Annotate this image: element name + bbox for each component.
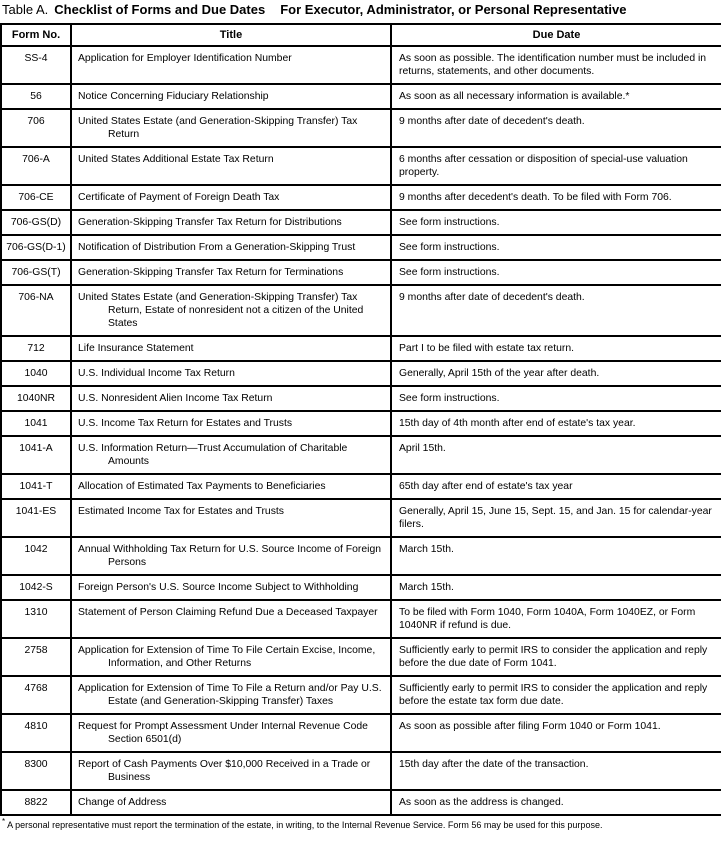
table-title: Checklist of Forms and Due Dates (54, 2, 266, 17)
table-row (1, 499, 721, 537)
form-number-cell: 56 (1, 84, 71, 109)
due-date-cell: See form instructions. (391, 260, 721, 285)
due-date-cell: March 15th. (391, 575, 721, 600)
form-number-cell: 1041-T (1, 474, 71, 499)
header-title: Title (71, 24, 391, 46)
due-date-cell: To be filed with Form 1040, Form 1040A, Form 1040EZ, or Form 1040NR if refund is due. (391, 600, 721, 638)
form-number-cell: 1040 (1, 361, 71, 386)
header-row (1, 24, 721, 46)
table-row (1, 436, 721, 474)
table-row (1, 210, 721, 235)
form-title-cell: U.S. Information Return—Trust Accumulation of Charitable Amounts (71, 436, 391, 474)
form-number-cell: 8300 (1, 752, 71, 790)
due-date-cell: 6 months after cessation or disposition of special-use valuation property. (391, 147, 721, 185)
due-date-cell: 9 months after date of decedent's death. (391, 285, 721, 336)
footnote-text: A personal representative must report the termination of the estate, in writing, to the Internal Revenue Service. Form 56 may be used for this purpose. (7, 820, 603, 830)
due-date-cell: April 15th. (391, 436, 721, 474)
due-date-cell: March 15th. (391, 537, 721, 575)
form-title-cell: Request for Prompt Assessment Under Internal Revenue Code Section 6501(d) (71, 714, 391, 752)
due-date-cell: As soon as possible. The identification number must be included in returns, statements, and other documents. (391, 46, 721, 84)
table-row (1, 411, 721, 436)
form-number-cell: 1041 (1, 411, 71, 436)
due-date-cell: Part I to be filed with estate tax return. (391, 336, 721, 361)
form-number-cell: 706-A (1, 147, 71, 185)
table-row (1, 84, 721, 109)
header-due-date: Due Date (391, 24, 721, 46)
due-date-cell: Sufficiently early to permit IRS to consider the application and reply before the estate tax form due date. (391, 676, 721, 714)
due-date-cell: 15th day after the date of the transaction. (391, 752, 721, 790)
table-row (1, 361, 721, 386)
form-title-cell: U.S. Income Tax Return for Estates and Trusts (71, 411, 391, 436)
header-form-no: Form No. (1, 24, 71, 46)
table-row (1, 147, 721, 185)
table-row (1, 474, 721, 499)
table-row (1, 285, 721, 336)
form-title-cell: Allocation of Estimated Tax Payments to Beneficiaries (71, 474, 391, 499)
table-body (1, 46, 721, 815)
due-date-cell: As soon as the address is changed. (391, 790, 721, 815)
form-number-cell: 1042-S (1, 575, 71, 600)
form-title-cell: Report of Cash Payments Over $10,000 Received in a Trade or Business (71, 752, 391, 790)
form-number-cell: 1042 (1, 537, 71, 575)
form-title-cell: Application for Extension of Time To File Certain Excise, Income, Information, and Other Returns (71, 638, 391, 676)
form-number-cell: SS-4 (1, 46, 71, 84)
table-row (1, 676, 721, 714)
form-number-cell: 706-CE (1, 185, 71, 210)
footnote-marker: * (2, 817, 6, 826)
table-row (1, 575, 721, 600)
form-number-cell: 4810 (1, 714, 71, 752)
table-row (1, 386, 721, 411)
due-date-cell: Sufficiently early to permit IRS to consider the application and reply before the due date of Form 1041. (391, 638, 721, 676)
form-number-cell: 1040NR (1, 386, 71, 411)
form-number-cell: 706-NA (1, 285, 71, 336)
forms-due-dates-table (0, 23, 721, 816)
form-title-cell: United States Additional Estate Tax Return (71, 147, 391, 185)
table-subtitle: For Executor, Administrator, or Personal Representative (280, 2, 627, 17)
form-number-cell: 8822 (1, 790, 71, 815)
table-row (1, 235, 721, 260)
page-title (0, 2, 721, 18)
table-row (1, 714, 721, 752)
form-title-cell: Certificate of Payment of Foreign Death Tax (71, 185, 391, 210)
due-date-cell: As soon as all necessary information is available.* (391, 84, 721, 109)
due-date-cell: Generally, April 15th of the year after death. (391, 361, 721, 386)
table-row (1, 260, 721, 285)
form-title-cell: Foreign Person's U.S. Source Income Subject to Withholding (71, 575, 391, 600)
table-row (1, 600, 721, 638)
form-number-cell: 712 (1, 336, 71, 361)
due-date-cell: Generally, April 15, June 15, Sept. 15, and Jan. 15 for calendar-year filers. (391, 499, 721, 537)
form-title-cell: Change of Address (71, 790, 391, 815)
table-label: Table A. (2, 2, 49, 17)
form-number-cell: 1041-A (1, 436, 71, 474)
form-title-cell: Notification of Distribution From a Generation-Skipping Trust (71, 235, 391, 260)
table-row (1, 336, 721, 361)
form-number-cell: 706 (1, 109, 71, 147)
form-number-cell: 1041-ES (1, 499, 71, 537)
due-date-cell: 9 months after date of decedent's death. (391, 109, 721, 147)
form-title-cell: Application for Employer Identification Number (71, 46, 391, 84)
form-number-cell: 706-GS(D) (1, 210, 71, 235)
due-date-cell: 65th day after end of estate's tax year (391, 474, 721, 499)
form-title-cell: Notice Concerning Fiduciary Relationship (71, 84, 391, 109)
due-date-cell: See form instructions. (391, 386, 721, 411)
table-row (1, 46, 721, 84)
form-title-cell: U.S. Individual Income Tax Return (71, 361, 391, 386)
table-row (1, 537, 721, 575)
footnote (0, 817, 721, 831)
form-title-cell: U.S. Nonresident Alien Income Tax Return (71, 386, 391, 411)
due-date-cell: See form instructions. (391, 210, 721, 235)
form-number-cell: 4768 (1, 676, 71, 714)
form-number-cell: 706-GS(D-1) (1, 235, 71, 260)
form-title-cell: Application for Extension of Time To File a Return and/or Pay U.S. Estate (and Generation-Skipping Transfer) Taxes (71, 676, 391, 714)
form-title-cell: Generation-Skipping Transfer Tax Return for Terminations (71, 260, 391, 285)
table-row (1, 790, 721, 815)
form-number-cell: 706-GS(T) (1, 260, 71, 285)
table-row (1, 185, 721, 210)
form-title-cell: Generation-Skipping Transfer Tax Return for Distributions (71, 210, 391, 235)
form-number-cell: 1310 (1, 600, 71, 638)
form-title-cell: Statement of Person Claiming Refund Due a Deceased Taxpayer (71, 600, 391, 638)
form-title-cell: Annual Withholding Tax Return for U.S. Source Income of Foreign Persons (71, 537, 391, 575)
form-title-cell: Life Insurance Statement (71, 336, 391, 361)
form-title-cell: Estimated Income Tax for Estates and Trusts (71, 499, 391, 537)
due-date-cell: 9 months after decedent's death. To be filed with Form 706. (391, 185, 721, 210)
due-date-cell: As soon as possible after filing Form 1040 or Form 1041. (391, 714, 721, 752)
form-title-cell: United States Estate (and Generation-Skipping Transfer) Tax Return, Estate of nonresident not a citizen of the United States (71, 285, 391, 336)
form-title-cell: United States Estate (and Generation-Skipping Transfer) Tax Return (71, 109, 391, 147)
due-date-cell: 15th day of 4th month after end of estate's tax year. (391, 411, 721, 436)
table-row (1, 638, 721, 676)
due-date-cell: See form instructions. (391, 235, 721, 260)
form-number-cell: 2758 (1, 638, 71, 676)
table-row (1, 752, 721, 790)
table-header (1, 24, 721, 46)
table-row (1, 109, 721, 147)
